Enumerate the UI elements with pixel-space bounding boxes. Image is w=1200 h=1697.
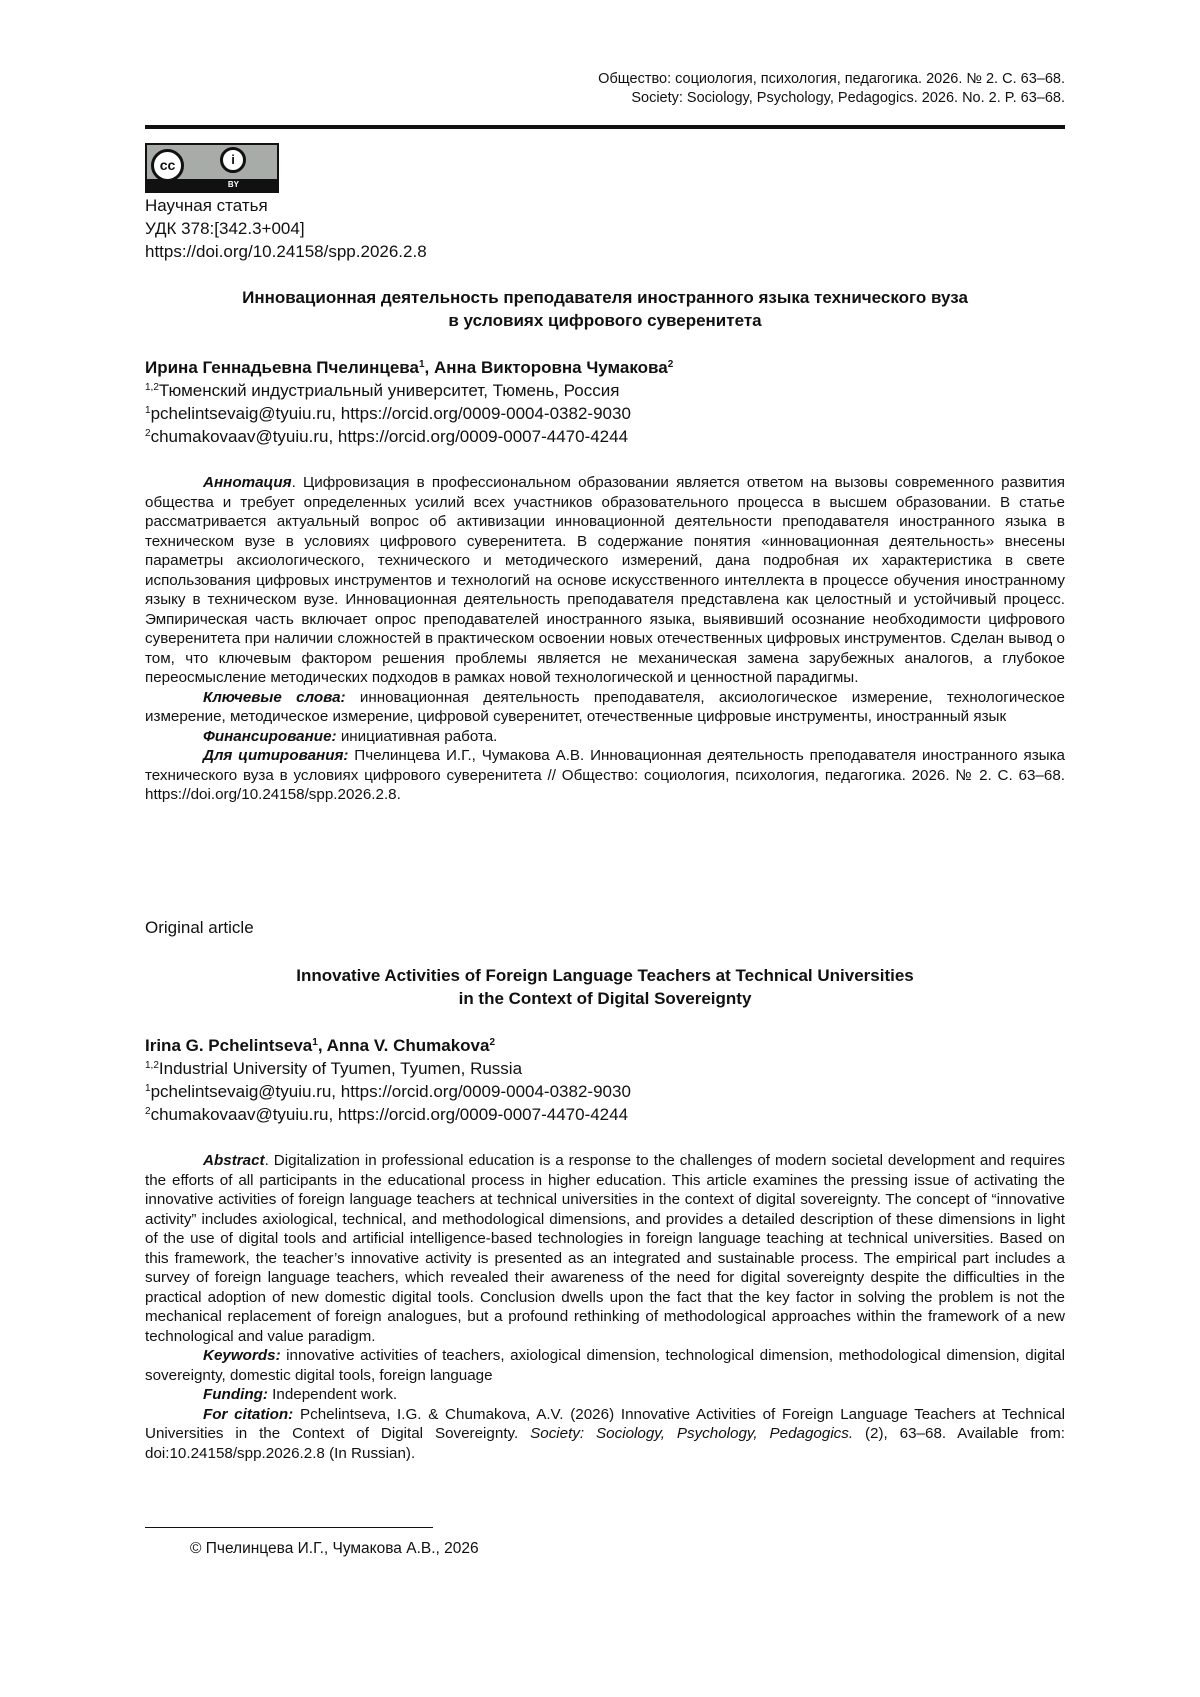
keywords-ru-label: Ключевые слова:: [203, 688, 346, 706]
ru-meta: [145, 194, 427, 263]
copyright: © Пчелинцева И.Г., Чумакова А.В., 2026: [190, 1540, 479, 1557]
sup-2: 2: [667, 359, 674, 370]
doi-link[interactable]: https://doi.org/10.24158/spp.2026.2.8: [145, 242, 427, 261]
keywords-ru-text: инновационная деятельность преподавателя, аксиологическое измерение, технологическое измерение, методическое измерение, цифровой суверенитет, отечественные цифровые инструменты, иностранный язык: [145, 688, 1065, 725]
keywords-en-text: innovative activities of teachers, axiological dimension, technological dimension, methodological dimension, digital sovereignty, domestic digital tools, foreign language: [145, 1347, 1065, 1384]
abstract-ru-label: Аннотация: [203, 474, 292, 491]
author1-en: Irina G. Pchelintseva: [145, 1036, 313, 1055]
citation-en-journal: Society: Sociology, Psychology, Pedagogics.: [530, 1425, 854, 1442]
title-ru-line1: Инновационная деятельность преподавателя иностранного языка технического вуза: [242, 288, 968, 307]
citation-en-text1: Pchelintseva, I.G. & Chumakova, A.V. (2026) Innovative Activities of Foreign Language Teachers at Technical Universities in the Context of Digital Sovereignty.: [145, 1405, 1065, 1442]
article-type-en: Original article: [145, 918, 254, 937]
contact2-en-text: chumakovaav@tyuiu.ru, https://orcid.org/0009-0007-4470-4244: [150, 1105, 629, 1124]
title-en-line1: Innovative Activities of Foreign Language Teachers at Technical Universities: [296, 966, 914, 985]
sup-2: 2: [145, 1106, 151, 1117]
cc-by-license-badge: [145, 143, 279, 193]
title-ru-line2: в условиях цифрового суверенитета: [448, 311, 762, 330]
sup-12: 1,2: [145, 1060, 159, 1071]
contact1-ru[interactable]: [145, 402, 673, 425]
affiliation-ru-text: Тюменский индустриальный университет, Тюмень, Россия: [158, 381, 620, 400]
contact1-ru-text: pchelintsevaig@tyuiu.ru, https://orcid.org/0009-0004-0382-9030: [150, 404, 631, 423]
attribution-person-icon: i: [220, 147, 246, 173]
article-type-ru: Научная статья: [145, 196, 268, 215]
citation-ru-para: [145, 746, 1065, 805]
citation-ru-label: Для цитирования:: [203, 747, 349, 764]
affiliation-en-text: Industrial University of Tyumen, Tyumen, Russia: [158, 1059, 523, 1078]
funding-en-label: Funding:: [203, 1386, 268, 1403]
sup-12: 1,2: [145, 382, 159, 393]
author2-ru: Анна Викторовна Чумакова: [433, 358, 668, 377]
title-en: [145, 964, 1065, 1010]
authors-en: [145, 1034, 631, 1126]
abstract-ru: [145, 473, 1065, 805]
contact2-en[interactable]: [145, 1103, 631, 1126]
funding-ru-label: Финансирование:: [203, 727, 337, 745]
author2-en: Anna V. Chumakova: [326, 1036, 490, 1055]
sup-2: 2: [145, 428, 151, 439]
citation-en-para: [145, 1405, 1065, 1464]
sup-1: 1: [418, 359, 425, 370]
author1-ru: Ирина Геннадьевна Пчелинцева: [145, 358, 419, 377]
sup-1: 1: [312, 1037, 318, 1048]
abstract-en: [145, 1151, 1065, 1463]
footnote-rule: [145, 1527, 433, 1528]
sup-1: 1: [145, 1083, 151, 1094]
funding-ru-text: инициативная работа.: [336, 727, 498, 745]
abstract-en-text: . Digitalization in professional education is a response to the challenges of modern societal development and requires the efforts of all participants in the educational process in higher education. This article examines the pressing issue of activating the innovative activities of foreign language teachers at technical universities in the context of digital sovereignty. The concept of “innovative activity” includes axiological, technical, and methodological dimensions, and provides a detailed description of these dimensions in light of the use of digital tools and artificial intelligence-based technologies in foreign language teaching at technical universities. Based on this framework, the teacher’s innovative activity is presented as an integrated and sustainable process. The empirical part includes a survey of foreign language teachers, which revealed their awareness of the need for digital sovereignty despite the difficulties in the practical adoption of new domestic digital tools. Conclusion dwells upon the fact that the key factor in solving the problem is not the mechanical replacement of foreign analogues, but a profound rethinking of methodological approaches within the framework of a new technological and value paradigm.: [145, 1152, 1065, 1345]
contact1-en-text: pchelintsevaig@tyuiu.ru, https://orcid.org/0009-0004-0382-9030: [150, 1082, 631, 1101]
author-names-ru: [145, 356, 673, 379]
keywords-en-label: Keywords:: [203, 1347, 281, 1364]
author-names-en: [145, 1034, 631, 1057]
keywords-ru-para: [145, 688, 1065, 727]
title-en-line2: in the Context of Digital Sovereignty: [458, 989, 752, 1008]
citation-en-text2: (2), 63–68. Available from: doi:10.24158/spp.2026.2.8 (In Russian).: [145, 1425, 1065, 1462]
affiliation-ru: [145, 379, 673, 402]
journal-en: Society: Sociology, Psychology, Pedagogics. 2026. No. 2. P. 63–68.: [631, 90, 1065, 106]
contact2-ru[interactable]: [145, 425, 673, 448]
author-sep: ,: [317, 1036, 327, 1055]
title-ru: [145, 286, 1065, 332]
contact2-ru-text: chumakovaav@tyuiu.ru, https://orcid.org/0009-0007-4470-4244: [150, 427, 629, 446]
citation-ru-text: Пчелинцева И.Г., Чумакова А.В. Инновационная деятельность преподавателя иностранного языка технического вуза в условиях цифрового суверенитета // Общество: социология, психология, педагогика. 2026. № 2. С. 63–68. https://doi.org/10.24158/spp.2026.2.8.: [145, 747, 1065, 803]
journal-header: [598, 70, 1065, 108]
journal-ru: Общество: социология, психология, педагогика. 2026. № 2. С. 63–68.: [598, 71, 1065, 87]
abstract-ru-para: [145, 473, 1065, 688]
funding-ru-para: [145, 727, 1065, 747]
udc: УДК 378:[342.3+004]: [145, 219, 305, 238]
sup-1: 1: [145, 405, 151, 416]
header-rule: [145, 125, 1065, 129]
abstract-en-label: Abstract: [203, 1152, 265, 1169]
abstract-ru-text: . Цифровизация в профессиональном образовании является ответом на вызовы современного развития общества и требует определенных усилий всех участников образовательного процесса в высшем образовании. В статье рассматривается актуальный вопрос об активизации инновационной деятельности преподавателя иностранного языка в техническом вузе в условиях цифрового суверенитета. В содержание понятия «инновационная деятельность» внесены параметры аксиологического, технического и методического измерений, дана подробная их характеристика в свете использования цифровых инструментов и технологий на основе искусственного интеллекта в процессе обучения иностранному языку в техническом вузе. Инновационная деятельность преподавателя представлена как целостный и устойчивый процесс. Эмпирическая часть включает опрос преподавателей иностранного языка, выявивший осознание необходимости цифрового суверенитета при наличии сложностей в практическом освоении новых отечественных цифровых инструментов. Сделан вывод о том, что ключевым фактором решения проблемы является не механическая замена зарубежных аналогов, а глубокое переосмысление методических подходов в рамках новой технологической и ценностной парадигмы.: [145, 474, 1065, 686]
by-label: BY: [147, 179, 277, 191]
sup-2: 2: [489, 1037, 496, 1048]
abstract-en-para: [145, 1151, 1065, 1346]
funding-en-text: Independent work.: [267, 1386, 398, 1403]
cc-icon: cc: [151, 149, 184, 182]
author-sep: ,: [424, 358, 434, 377]
affiliation-en: [145, 1057, 631, 1080]
authors-ru: [145, 356, 673, 448]
citation-en-label: For citation:: [203, 1405, 294, 1423]
keywords-en-para: [145, 1346, 1065, 1385]
funding-en-para: [145, 1385, 1065, 1405]
contact1-en[interactable]: [145, 1080, 631, 1103]
